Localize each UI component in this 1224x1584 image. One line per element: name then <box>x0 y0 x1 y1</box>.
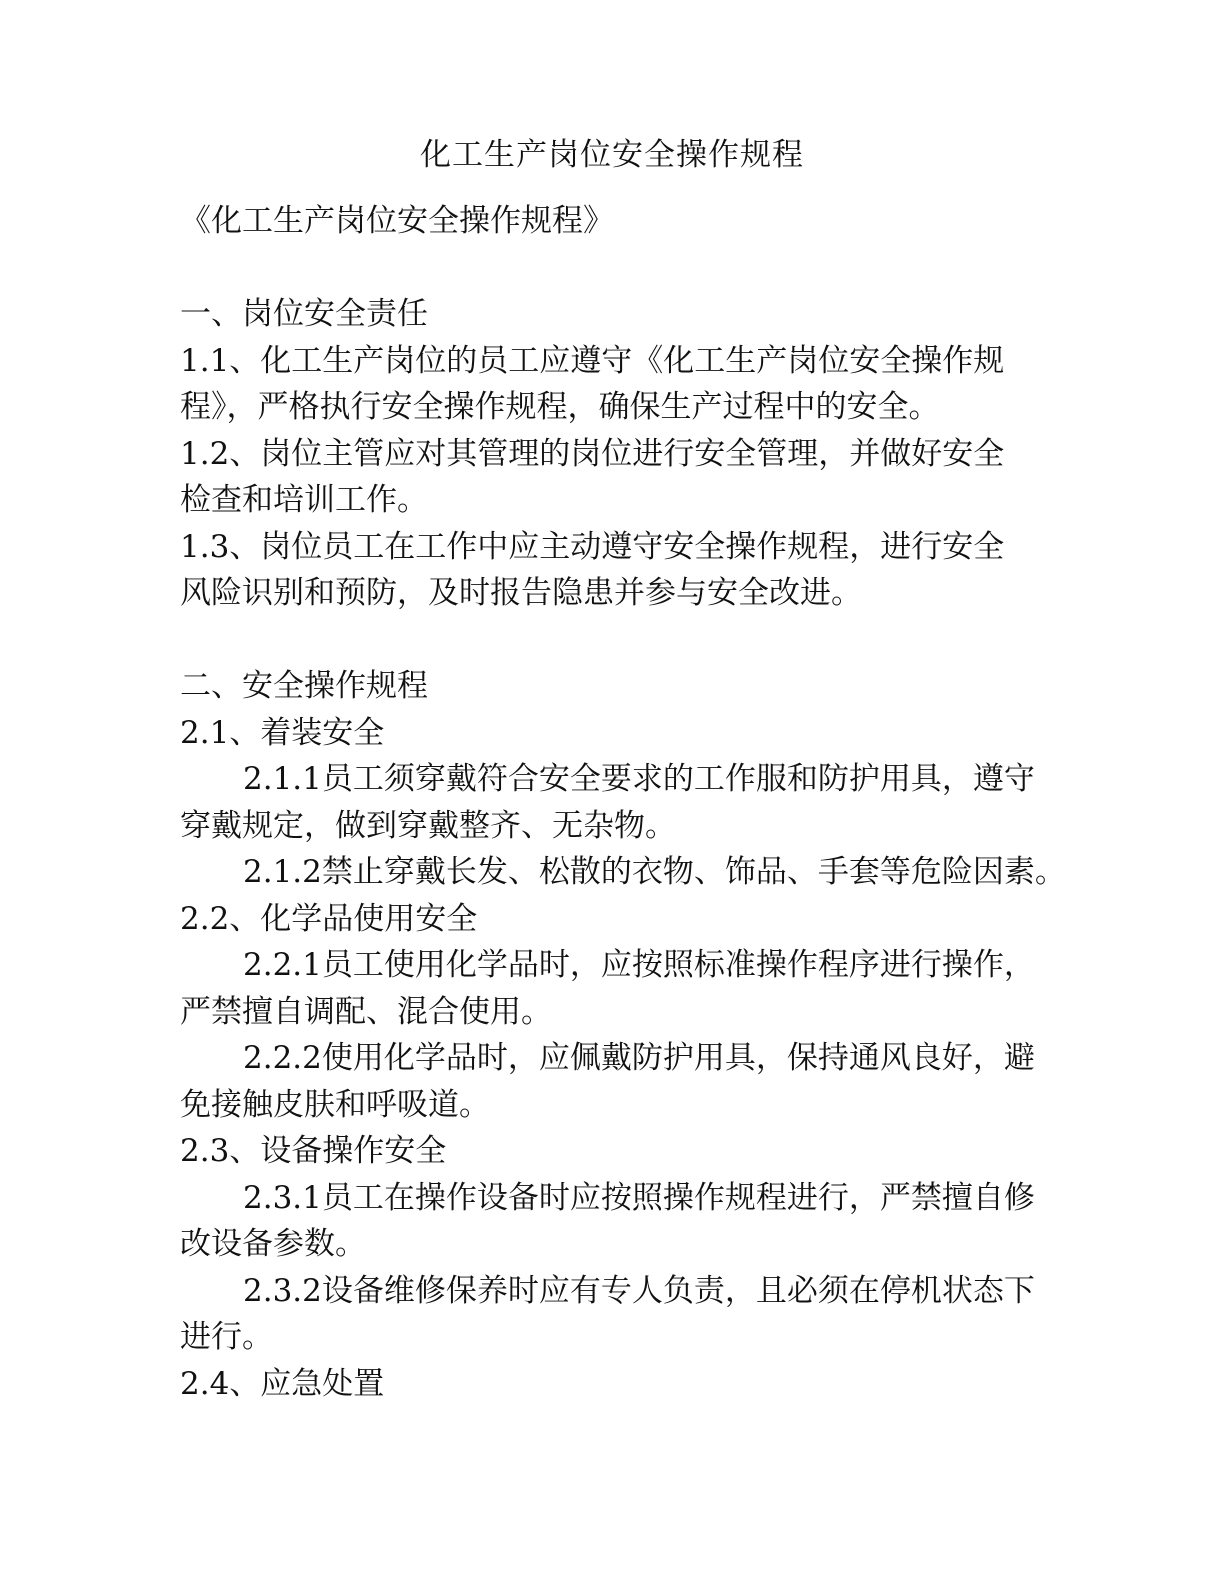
item-2-3-1-line-2: 改设备参数。 <box>180 1226 366 1262</box>
item-2-3-2-line-1: 2.3.2设备维修保养时应有专人负责，且必须在停机状态下 <box>243 1272 1035 1309</box>
section-2-heading: 二、安全操作规程 <box>180 668 428 704</box>
subsection-2-2-heading: 2.2、化学品使用安全 <box>180 900 478 937</box>
item-2-1-2-line-1: 2.1.2禁止穿戴长发、松散的衣物、饰品、手套等危险因素。 <box>243 854 1066 890</box>
blank-line <box>180 245 1045 292</box>
item-2-2-2-line-1: 2.2.2使用化学品时，应佩戴防护用具，保持通风良好，避 <box>243 1040 1035 1076</box>
document-body <box>180 198 1066 1407</box>
document-title: 化工生产岗位安全操作规程 <box>420 137 804 173</box>
subsection-2-3-heading: 2.3、设备操作安全 <box>180 1133 447 1169</box>
blank-line <box>180 617 1045 664</box>
item-1-2-line-2: 检查和培训工作。 <box>180 482 428 518</box>
section-1-heading: 一、岗位安全责任 <box>180 296 428 332</box>
item-1-1-line-1: 1.1、化工生产岗位的员工应遵守《化工生产岗位安全操作规 <box>180 342 1005 379</box>
item-1-3-line-2: 风险识别和预防，及时报告隐患并参与安全改进。 <box>180 575 862 611</box>
item-1-3-line-1: 1.3、岗位员工在工作中应主动遵守安全操作规程，进行安全 <box>180 528 1005 565</box>
item-2-3-2-line-2: 进行。 <box>180 1319 273 1355</box>
item-1-1-line-2: 程》，严格执行安全操作规程，确保生产过程中的安全。 <box>180 389 940 425</box>
subsection-2-4-heading: 2.4、应急处置 <box>180 1365 385 1402</box>
item-2-1-1-line-2: 穿戴规定，做到穿戴整齐、无杂物。 <box>180 807 676 844</box>
item-2-2-2-line-2: 免接触皮肤和呼吸道。 <box>180 1086 490 1123</box>
subsection-2-1-heading: 2.1、着装安全 <box>180 714 385 751</box>
item-2-3-1-line-1: 2.3.1员工在操作设备时应按照操作规程进行，严禁擅自修 <box>243 1179 1035 1216</box>
item-2-1-1-line-1: 2.1.1员工须穿戴符合安全要求的工作服和防护用具，遵守 <box>243 761 1035 797</box>
document-subtitle: 《化工生产岗位安全操作规程》 <box>180 203 614 239</box>
item-2-2-1-line-1: 2.2.1员工使用化学品时，应按照标准操作程序进行操作， <box>243 947 1035 983</box>
item-2-2-1-line-2: 严禁擅自调配、混合使用。 <box>180 993 552 1030</box>
item-1-2-line-1: 1.2、岗位主管应对其管理的岗位进行安全管理，并做好安全 <box>180 435 1005 472</box>
